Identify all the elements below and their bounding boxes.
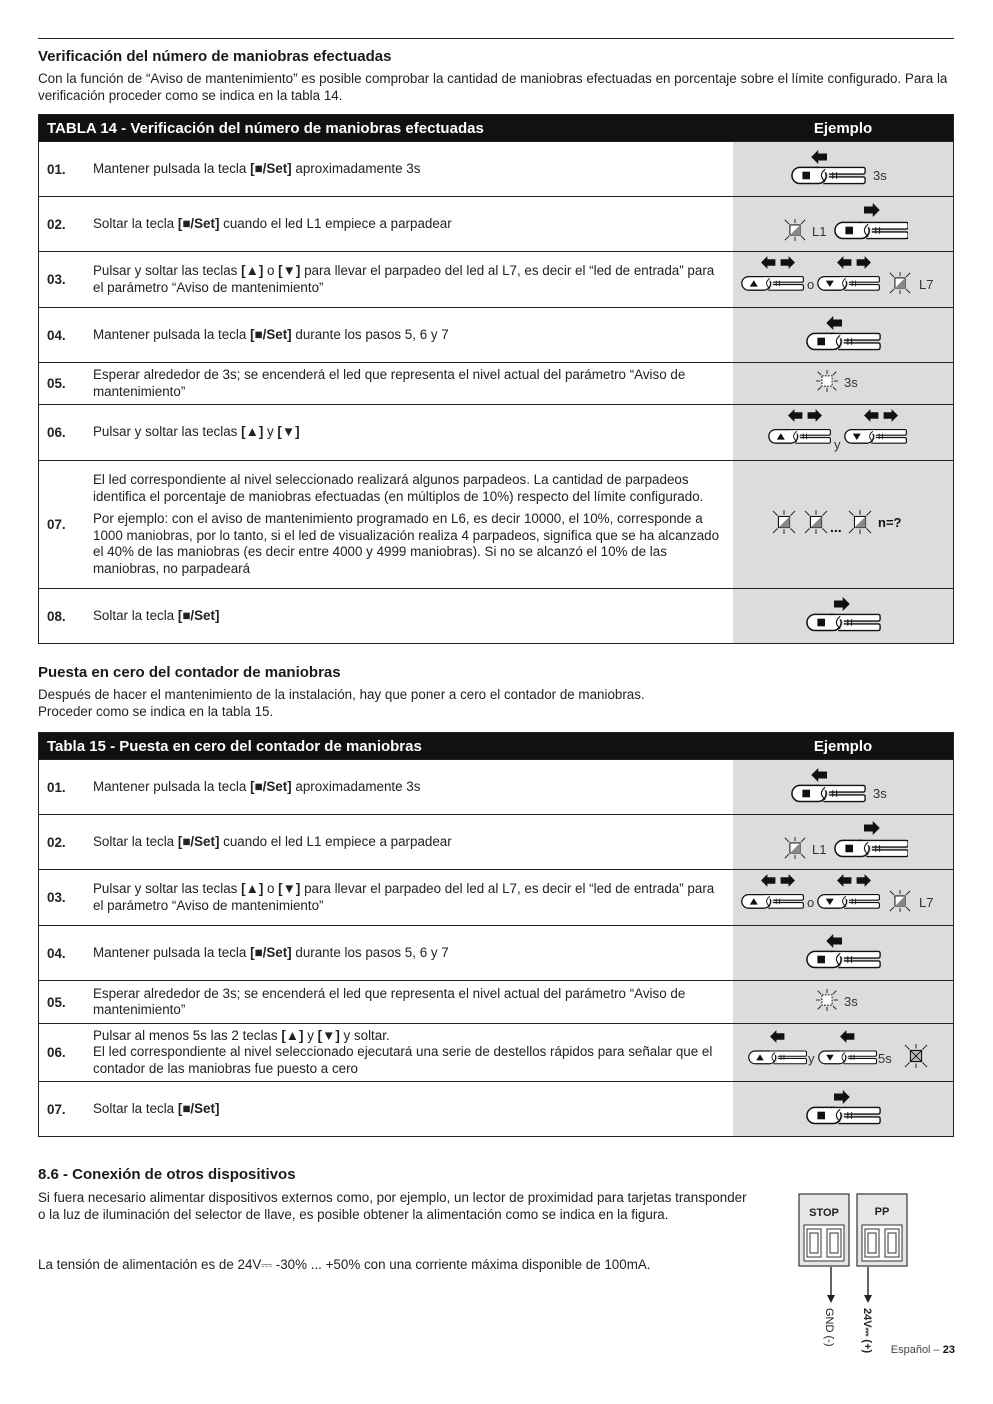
step-text: Esperar alrededor de 3s; se encenderá el led que representa el nivel actual del parámetro “Aviso de mantenimiento” [93,363,733,405]
step-number: 08. [39,589,94,644]
table-row [39,252,954,308]
terminal-stop-label: STOP [809,1207,839,1219]
step-text: Pulsar y soltar las teclas [▲] o [▼] para llevar el parpadeo del led al L7, es decir el “led de entrada” para el parámetro “Aviso de mantenimiento” [93,252,733,308]
table-row [39,197,954,252]
table-row [39,815,954,870]
step-text: Soltar la tecla [■/Set] [93,589,733,644]
section-intro-puesta-cero-2: Proceder como se indica en la tabla 15. [38,704,274,719]
example-cell [733,981,954,1024]
page-footer [891,1344,955,1356]
step-number: 05. [39,981,94,1024]
step-text: Pulsar al menos 5s las 2 teclas [▲] y [▼] y soltar. [93,1027,390,1043]
example-label: 3s [873,785,887,801]
press-hold-stop-icon [783,148,903,188]
example-cell [733,589,954,644]
table-row [39,142,954,197]
step-text: Pulsar y soltar las teclas [▲] y [▼] [93,405,733,461]
release-stop-icon [798,595,888,635]
table-row [39,1024,954,1082]
example-label: L7 [919,277,934,292]
example-header: Ejemplo [733,733,954,760]
example-cell [733,926,954,981]
step-number: 07. [39,461,94,589]
section-title-conexion: 8.6 - Conexión de otros dispositivos [38,1166,296,1183]
section-intro-puesta-cero-1: Después de hacer el mantenimiento de la instalación, hay que poner a cero el contador de maniobras. [38,687,645,702]
example-cell [733,142,954,197]
table-title: TABLA 14 - Verificación del número de maniobras efectuadas [39,115,734,142]
example-or: o [807,277,815,292]
example-header: Ejemplo [733,115,954,142]
example-cell [733,197,954,252]
example-dots: ... [830,519,842,535]
table-14 [38,114,954,644]
press-hold-stop-icon [798,932,888,972]
table-row [39,363,954,405]
table-row [39,405,954,461]
example-label: L1 [812,841,827,857]
example-label: n=? [878,515,902,530]
terminal-pp-label: PP [874,1206,890,1218]
example-cell [733,252,954,308]
step-number: 06. [39,1024,94,1082]
step-number: 05. [39,363,94,405]
led-on-3s-icon [808,368,878,396]
example-cell [733,363,954,405]
example-cell [733,870,954,926]
top-rule [38,38,954,39]
up-or-down-led-l7-icon [741,872,945,920]
step-text: Mantener pulsada la tecla [■/Set] aproximadamente 3s [93,142,733,197]
table-row [39,589,954,644]
led-blink-count-icon [768,508,918,538]
step-text: Esperar alrededor de 3s; se encenderá el led que representa el nivel actual del parámetro “Aviso de mantenimiento” [93,981,733,1024]
step-number: 01. [39,142,94,197]
step-number: 03. [39,870,94,926]
section-intro-verificacion: Con la función de “Aviso de mantenimiento” es posible comprobar la cantidad de maniobras efectuadas en porcentaje sobre el límite configurado. Para la verificación proceder como se indica en la tabla 14. [38,71,948,103]
step-text: Mantener pulsada la tecla [■/Set] durante los pasos 5, 6 y 7 [93,308,733,363]
section-text-tension: La tensión de alimentación es de 24V⎓ -30% ... +50% con una corriente máxima disponible de 100mA. [38,1257,651,1272]
terminal-connector-diagram [798,1193,918,1363]
section-title-puesta-cero: Puesta en cero del contador de maniobras [38,664,341,681]
press-hold-stop-icon [783,766,903,806]
press-hold-stop-icon [798,314,888,354]
step-number: 03. [39,252,94,308]
example-label: 5s [878,1051,892,1066]
step-text: El led correspondiente al nivel seleccionado realizará algunos parpadeos. La cantidad de parpadeos identifica el porcentaje de maniobras efectuadas (en múltiplos de 10%) respecto del límite configurado. [93,472,704,504]
table-row [39,760,954,815]
step-number: 01. [39,760,94,815]
release-stop-led-l1-icon [778,201,908,245]
step-number: 02. [39,815,94,870]
step-text: Soltar la tecla [■/Set] cuando el led L1 empiece a parpadear [93,197,733,252]
gnd-label: GND (-) [823,1308,835,1347]
example-and: y [808,1051,815,1066]
up-and-down-5s-reset-icon [748,1028,938,1074]
example-cell [733,1082,954,1137]
page-number: 23 [942,1344,955,1356]
step-number: 04. [39,308,94,363]
step-text: Soltar la tecla [■/Set] cuando el led L1 empiece a parpadear [93,815,733,870]
example-label: L7 [919,895,934,910]
table-15 [38,732,954,1137]
release-stop-icon [798,1088,888,1128]
example-label: 3s [873,167,887,183]
step-text-detail: El led correspondiente al nivel seleccionado ejecutará una serie de destellos rápidos para señalar que el contador de las maniobras fue puesto a cero [93,1044,713,1076]
table-row [39,1082,954,1137]
step-number: 06. [39,405,94,461]
example-cell [733,1024,954,1082]
step-text: Mantener pulsada la tecla [■/Set] aproximadamente 3s [93,760,733,815]
table-row [39,461,954,589]
footer-language: Español – [890,1344,940,1356]
table-row [39,870,954,926]
example-cell [733,815,954,870]
led-on-3s-icon [808,987,878,1015]
example-cell [733,461,954,589]
up-and-down-icon [768,407,918,455]
table-row [39,926,954,981]
table-row [39,308,954,363]
step-text-example: Por ejemplo: con el aviso de mantenimiento programado en L6, es decir 10000, el 10%, corresponde a 1000 maniobras, por lo tanto, si el led de visualización realiza 4 parpadeos, significa que se ha alcanzado el 40% de las maniobras (es decir entre 4000 y 4999 maniobras). Si no se alcanzó el 10% de las maniobras, no parpadeará [93,511,720,576]
up-or-down-led-l7-icon [741,254,945,302]
v24-label: 24V⎓ (+) [861,1308,873,1354]
example-cell [733,760,954,815]
table-title: Tabla 15 - Puesta en cero del contador de maniobras [39,733,734,760]
step-number: 02. [39,197,94,252]
section-text-conexion: Si fuera necesario alimentar dispositivos externos como, por ejemplo, un lector de proximidad para tarjetas transponder o la luz de iluminación del selector de llave, es posible obtener la alimentación como se indica en la figura. [38,1190,747,1222]
example-cell [733,405,954,461]
step-text: Pulsar y soltar las teclas [▲] o [▼] para llevar el parpadeo del led al L7, es decir el “led de entrada” para el parámetro “Aviso de mantenimiento” [93,870,733,926]
table-row [39,981,954,1024]
step-text: Soltar la tecla [■/Set] [93,1082,733,1137]
example-label: L1 [812,223,827,239]
step-text: Mantener pulsada la tecla [■/Set] durante los pasos 5, 6 y 7 [93,926,733,981]
step-number: 04. [39,926,94,981]
example-label: 3s [844,993,858,1009]
example-or: o [807,895,815,910]
example-cell [733,308,954,363]
section-title-verificacion: Verificación del número de maniobras efectuadas [38,48,392,65]
example-label: 3s [844,375,858,390]
step-number: 07. [39,1082,94,1137]
release-stop-led-l1-icon [778,819,908,863]
example-and: y [834,437,841,452]
